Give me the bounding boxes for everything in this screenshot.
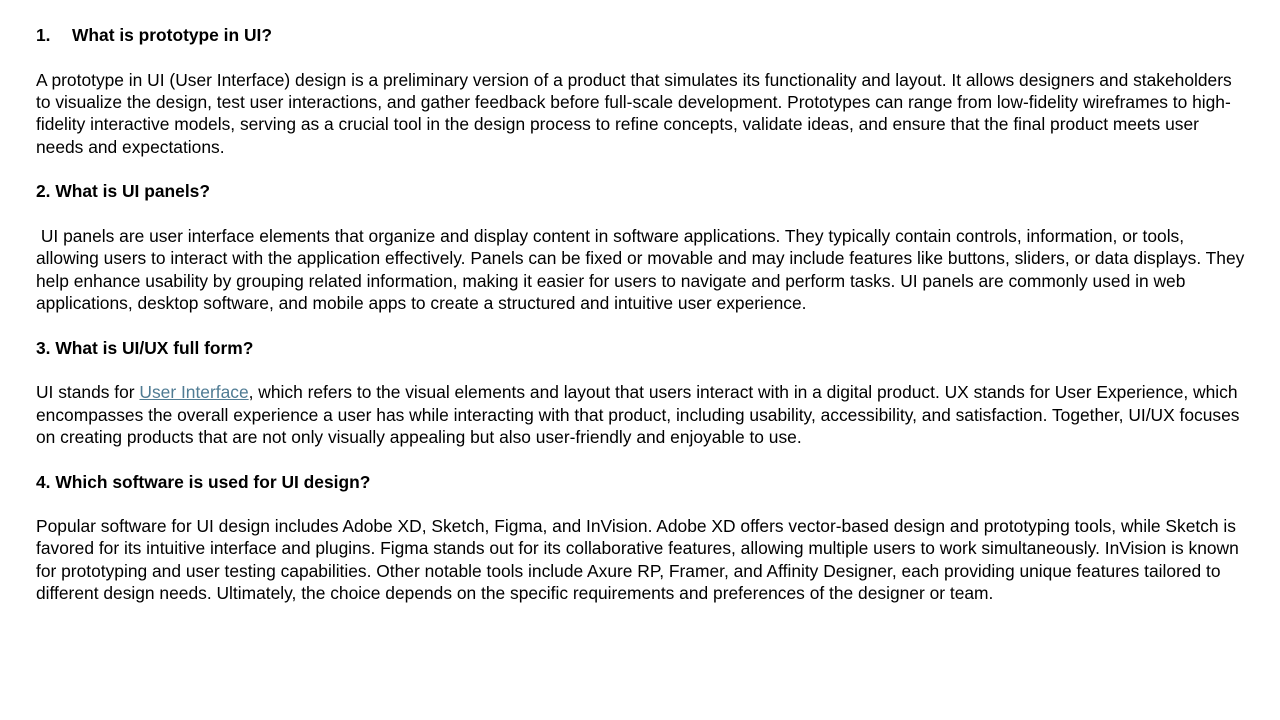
answer-paragraph-4: Popular software for UI design includes Adobe XD, Sketch, Figma, and InVision. Adobe XD offers vector-based design and prototyping tools, while Sketch is favored for its intuitive interface and plugins. Figma stands out for its collaborative features, allowing multiple users to work simultaneously. InVision is known for prototyping and user testing capabilities. Other notable tools include Axure RP, Framer, and Affinity Designer, each providing unique features tailored to different design needs. Ultimately, the choice depends on the specific requirements and preferences of the designer or team.	[36, 516, 1239, 604]
answer-paragraph-1: A prototype in UI (User Interface) design is a preliminary version of a product that simulates its functionality and layout. It allows designers and stakeholders to visualize the design, test user interactions, and gather feedback before full-scale development. Prototypes can range from low-fidelity wireframes to high-fidelity interactive models, serving as a crucial tool in the design process to refine concepts, validate ideas, and ensure that the final product meets user needs and expectations.	[36, 69, 1232, 157]
answer-paragraph-3	[36, 381, 1248, 448]
question-heading-2: 2. What is UI panels?	[36, 181, 210, 202]
question-heading-4: 4. Which software is used for UI design?	[36, 471, 371, 492]
answer-paragraph-2: UI panels are user interface elements that organize and display content in software applications. They typically contain controls, information, or tools, allowing users to interact with the application effectively. Panels can be fixed or movable and may include features like buttons, sliders, or data displays. They help enhance usability by grouping related information, making it easier for users to navigate and perform tasks. UI panels are commonly used in web applications, desktop software, and mobile apps to create a structured and intuitive user experience.	[36, 225, 1250, 313]
question-number-1: 1.	[36, 25, 51, 45]
answer-3-suffix: , which refers to the visual elements and layout that users interact with in a digital product. UX stands for User Experience, which encompasses the overall experience a user has while interacting with that product, including usability, accessibility, and satisfaction. Together, UI/UX focuses on creating products that are not only visually appealing but also user-friendly and enjoyable to use.	[36, 382, 1240, 447]
answer-3-prefix: UI stands for	[36, 382, 140, 403]
question-heading-3: 3. What is UI/UX full form?	[36, 337, 254, 358]
question-heading-1	[36, 24, 1248, 46]
user-interface-link[interactable]: User Interface	[139, 382, 249, 403]
faq-document	[36, 24, 1248, 627]
question-text-1: What is prototype in UI?	[72, 25, 272, 45]
